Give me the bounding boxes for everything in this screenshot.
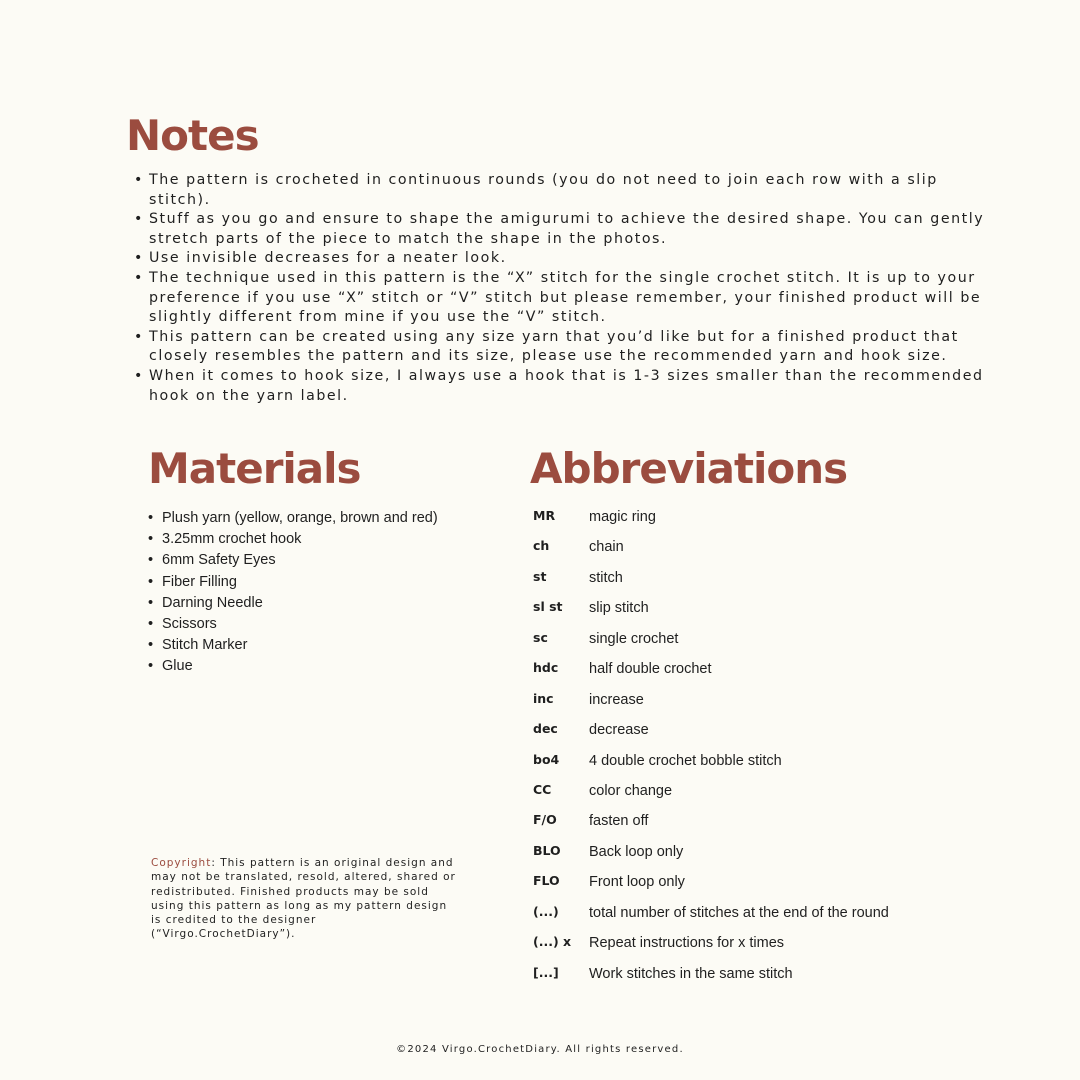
abbreviation-term: CC xyxy=(533,781,552,797)
abbreviation-definition: 4 double crochet bobble stitch xyxy=(589,752,782,769)
abbreviation-row xyxy=(533,810,983,840)
abbreviation-term: inc xyxy=(533,690,554,706)
material-item: • 6mm Safety Eyes xyxy=(147,550,487,571)
abbreviation-row xyxy=(533,841,983,871)
material-item: • Scissors xyxy=(147,614,487,635)
abbreviation-term: MR xyxy=(533,508,556,523)
abbreviation-definition: Work stitches in the same stitch xyxy=(589,965,793,982)
abbreviation-row xyxy=(533,963,983,993)
abbreviation-definition: Back loop only xyxy=(589,843,684,860)
abbreviation-row xyxy=(533,871,983,901)
abbreviation-term: F/O xyxy=(533,812,557,828)
note-item: • This pattern can be created using any size yarn that you’d like but for a finished product that closely resembles the pattern and its size, please use the recommended yarn and hook size. xyxy=(130,328,1000,367)
material-item: • Fiber Filling xyxy=(147,572,487,593)
abbreviation-row xyxy=(533,932,983,962)
abbreviation-term: (...) xyxy=(533,903,559,919)
abbreviation-definition: single crochet xyxy=(589,630,679,647)
note-item: • The technique used in this pattern is the “X” stitch for the single crochet stitch. It is up to your preference if you use “X” stitch or “V” stitch but please remember, your finished product will be slightly different from mine if you use the “V” stitch. xyxy=(130,269,1000,328)
abbreviation-term: dec xyxy=(533,721,558,737)
notes-list xyxy=(130,171,1000,406)
abbreviation-row xyxy=(533,628,983,658)
materials-list xyxy=(147,508,487,678)
material-item: • Glue xyxy=(147,656,487,677)
abbreviation-row xyxy=(533,567,983,597)
abbreviations-table xyxy=(533,506,983,993)
abbreviation-term: ch xyxy=(533,538,550,554)
abbreviation-definition: slip stitch xyxy=(589,600,649,617)
note-item: • The pattern is crocheted in continuous rounds (you do not need to join each row with a slip stitch). xyxy=(130,171,1000,210)
abbreviation-definition: total number of stitches at the end of the round xyxy=(589,904,889,921)
note-item: • When it comes to hook size, I always use a hook that is 1-3 sizes smaller than the recommended hook on the yarn label. xyxy=(130,367,1000,406)
abbreviation-definition: Front loop only xyxy=(589,874,685,891)
abbreviation-term: hdc xyxy=(533,660,559,676)
copyright-text: : This pattern is an original design and may not be translated, resold, altered, shared or redistributed. Finished products may be sold using this pattern as long as my pattern design is credited to the designer (“Virgo.CrochetDiary”). xyxy=(151,857,456,941)
abbreviation-term: BLO xyxy=(533,842,561,858)
abbreviation-definition: magic ring xyxy=(589,509,656,525)
abbreviation-term: [...] xyxy=(533,964,559,980)
abbreviation-row xyxy=(533,780,983,810)
abbreviation-term: (...) x xyxy=(533,934,572,950)
abbreviation-term: st xyxy=(533,568,547,584)
abbreviation-row xyxy=(533,719,983,749)
copyright-label: Copyright xyxy=(151,857,212,869)
abbreviation-definition: increase xyxy=(589,691,644,708)
footer-rights: ©2024 Virgo.CrochetDiary. All rights reserved. xyxy=(396,1044,684,1055)
abbreviation-term: FLO xyxy=(533,873,560,889)
notes-heading: Notes xyxy=(126,111,259,160)
abbreviation-row xyxy=(533,902,983,932)
abbreviation-row xyxy=(533,597,983,627)
materials-heading: Materials xyxy=(148,444,361,493)
material-item: • Plush yarn (yellow, orange, brown and red) xyxy=(147,508,487,529)
copyright-note xyxy=(151,856,461,942)
abbreviation-definition: color change xyxy=(589,782,673,799)
abbreviation-row xyxy=(533,506,983,536)
material-item: • Stitch Marker xyxy=(147,635,487,656)
abbreviations-heading: Abbreviations xyxy=(530,444,848,493)
abbreviation-row xyxy=(533,689,983,719)
abbreviation-definition: stitch xyxy=(589,569,623,586)
abbreviation-row xyxy=(533,536,983,566)
material-item: • 3.25mm crochet hook xyxy=(147,529,487,550)
abbreviation-definition: decrease xyxy=(589,722,649,739)
abbreviation-definition: Repeat instructions for x times xyxy=(589,935,785,952)
note-item: • Use invisible decreases for a neater look. xyxy=(130,249,1000,269)
abbreviation-row xyxy=(533,750,983,780)
material-item: • Darning Needle xyxy=(147,593,487,614)
abbreviation-row xyxy=(533,658,983,688)
abbreviation-term: sc xyxy=(533,629,548,645)
abbreviation-term: bo4 xyxy=(533,751,560,767)
abbreviation-definition: half double crochet xyxy=(589,661,712,678)
abbreviation-term: sl st xyxy=(533,599,563,615)
abbreviation-definition: fasten off xyxy=(589,813,649,830)
abbreviation-definition: chain xyxy=(589,539,624,556)
note-item: • Stuff as you go and ensure to shape the amigurumi to achieve the desired shape. You can gently stretch parts of the piece to match the shape in the photos. xyxy=(130,210,1000,249)
